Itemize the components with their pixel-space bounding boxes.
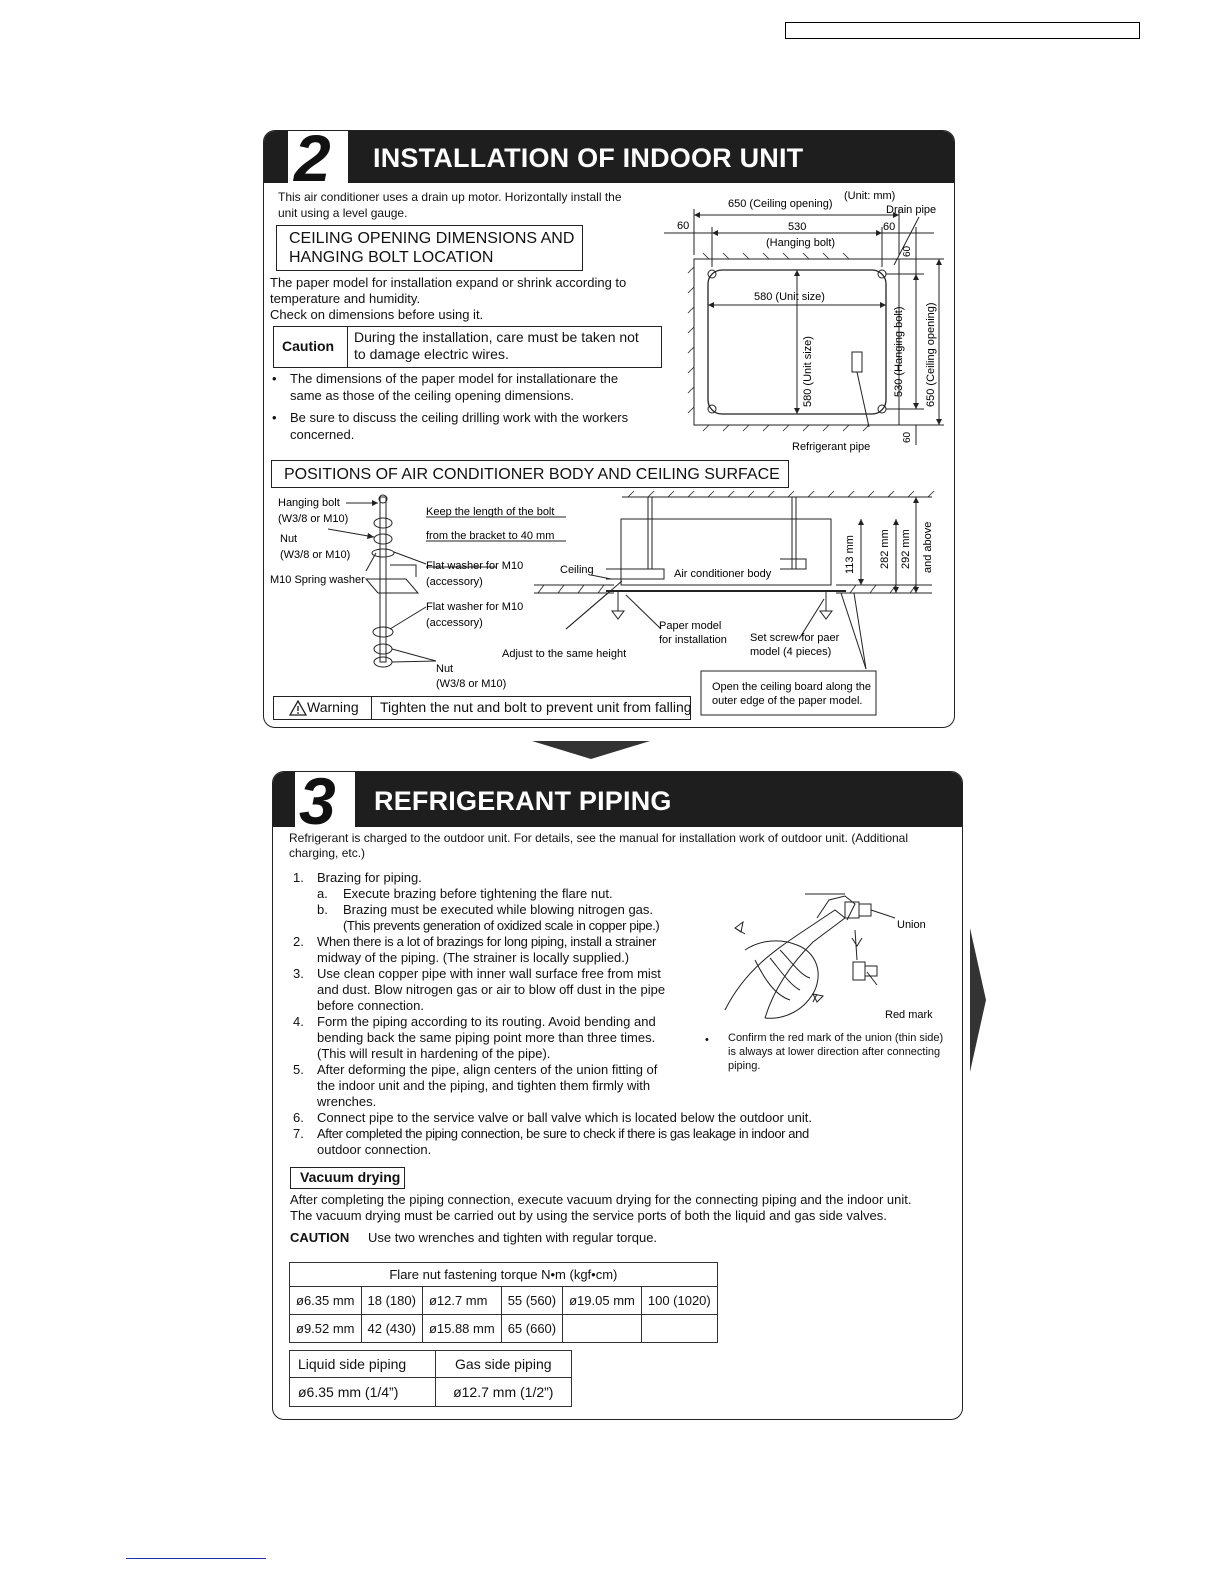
unit-size-h-label: 580 (Unit size) — [754, 291, 825, 303]
bullet-2-line-1: Be sure to discuss the ceiling drilling work with the workers — [290, 410, 629, 425]
unit-size-v-label: 580 (Unit size) — [802, 336, 814, 407]
step-text: bending back the same piping point more than three times. — [317, 1030, 656, 1045]
ceiling-opening-top-label: 650 (Ceiling opening) — [728, 198, 833, 210]
vacuum-drying-label: Vacuum drying — [300, 1169, 401, 1185]
next-page-arrow-icon — [968, 928, 988, 1072]
dim-282-label: 282 mm — [879, 529, 891, 569]
caution-label: CAUTION — [290, 1230, 350, 1245]
bullet-1-line-1: The dimensions of the paper model for installationare the — [290, 371, 619, 386]
table-cell: 42 (430) — [361, 1315, 422, 1343]
table-row — [290, 1378, 572, 1407]
keep-length-label-2: from the bracket to 40 mm — [426, 530, 555, 542]
step-text: When there is a lot of brazings for long piping, install a strainer — [317, 934, 657, 949]
hanging-bolt-label-1: Hanging bolt — [278, 497, 340, 509]
table-cell — [641, 1315, 717, 1343]
caution-text-1: During the installation, care must be taken not — [354, 329, 639, 345]
dim-60-top-v: 60 — [902, 245, 913, 257]
table-cell: ø9.52 mm — [290, 1315, 362, 1343]
positions-title: POSITIONS OF AIR CONDITIONER BODY AND CEILING SURFACE — [284, 466, 780, 483]
ceiling-opening-title-2: HANGING BOLT LOCATION — [289, 249, 494, 266]
vacuum-text-1: After completing the piping connection, execute vacuum drying for the connecting piping and the indoor unit. — [290, 1192, 912, 1207]
step-number: b. — [317, 902, 328, 917]
step-text: wrenches. — [317, 1094, 377, 1109]
warning-text: Tighten the nut and bolt to prevent unit from falling — [380, 699, 692, 715]
section-number: 2 — [294, 130, 331, 195]
ceiling-opening-box — [276, 225, 583, 271]
step-text: After deforming the pipe, align centers of the union fitting of — [317, 1062, 658, 1077]
section-refrigerant-panel — [272, 771, 963, 1420]
nut1-label-2: (W3/8 or M10) — [280, 549, 351, 561]
union-note-bullet: • — [705, 1034, 709, 1046]
union-note-line-2: is always at lower direction after connecting — [728, 1046, 941, 1058]
drain-pipe-label: Drain pipe — [886, 204, 937, 216]
torque-table — [289, 1262, 718, 1343]
bullet-dot-1: • — [272, 371, 277, 386]
table-cell: ø15.88 mm — [422, 1315, 501, 1343]
table-row — [290, 1315, 718, 1343]
set-screw-label-1: Set screw for paer — [750, 632, 840, 644]
table-header-cell: Gas side piping — [435, 1351, 571, 1378]
vacuum-text-2: The vacuum drying must be carried out by using the service ports of both the liquid and gas side valves. — [290, 1208, 887, 1223]
dim-60-left: 60 — [677, 220, 690, 232]
set-screw-label-2: model (4 pieces) — [750, 646, 832, 658]
step-text: the indoor unit and the piping, and tighten them firmly with — [317, 1078, 651, 1093]
pipe-size-table — [289, 1350, 572, 1407]
spring-washer-label: M10 Spring washer — [270, 574, 365, 586]
dim-530-top: 530 — [788, 221, 807, 233]
step-text: After completed the piping connection, be sure to check if there is gas leakage in indoor and — [317, 1126, 809, 1141]
step-text: Connect pipe to the service valve or ball valve which is located below the outdoor unit. — [317, 1110, 813, 1125]
step-text: outdoor connection. — [317, 1142, 432, 1157]
union-label: Union — [897, 919, 926, 931]
ac-body-label: Air conditioner body — [674, 568, 772, 580]
table-row — [290, 1287, 718, 1315]
dim-60-right: 60 — [883, 221, 896, 233]
step-number: 7. — [293, 1126, 304, 1141]
refrigerant-pipe-label: Refrigerant pipe — [792, 441, 871, 453]
table-cell: ø19.05 mm — [563, 1287, 642, 1315]
ceiling-opening-title-1: CEILING OPENING DIMENSIONS AND — [289, 230, 575, 247]
hanging-bolt-top-label: (Hanging bolt) — [766, 237, 836, 249]
table-cell — [563, 1315, 642, 1343]
table-cell: ø12.7 mm — [422, 1287, 501, 1315]
flat-washer2-label-1: Flat washer for M10 — [426, 601, 524, 613]
flat-washer1-label-2: (accessory) — [426, 576, 483, 588]
flat-washer2-label-2: (accessory) — [426, 617, 483, 629]
dim-292-label: 292 mm — [900, 529, 912, 569]
down-arrow-icon — [532, 739, 650, 761]
table-cell: 65 (660) — [501, 1315, 562, 1343]
step-number: 5. — [293, 1062, 304, 1077]
section-number: 3 — [299, 771, 336, 838]
bullet-dot-2: • — [272, 410, 277, 425]
intro-line-1: This air conditioner uses a drain up motor. Horizontally install the — [278, 190, 622, 204]
step-number: a. — [317, 886, 328, 901]
flat-washer1-label-1: Flat washer for M10 — [426, 560, 524, 572]
step-text: midway of the piping. (The strainer is locally supplied.) — [317, 950, 630, 965]
step-text: Use clean copper pipe with inner wall surface free from mist — [317, 966, 661, 981]
warning-divider — [371, 697, 372, 719]
table-header-row — [290, 1351, 572, 1378]
intro-line-2: charging, etc.) — [289, 846, 366, 860]
section-header-bar — [264, 130, 954, 195]
adjust-label: Adjust to the same height — [502, 648, 627, 660]
step-number: 2. — [293, 934, 304, 949]
step-text: (This prevents generation of oxidized scale in copper pipe.) — [343, 918, 660, 933]
open-board-label-2: outer edge of the paper model. — [712, 695, 863, 707]
section-title: INSTALLATION OF INDOOR UNIT — [373, 143, 804, 173]
table-cell: ø6.35 mm — [290, 1287, 362, 1315]
caution-label: Caution — [282, 338, 335, 354]
table-cell: 100 (1020) — [641, 1287, 717, 1315]
caution-text: Use two wrenches and tighten with regular torque. — [368, 1230, 658, 1245]
ceiling-label: Ceiling — [560, 564, 594, 576]
keep-length-label-1: Keep the length of the bolt — [426, 506, 555, 518]
nut1-label-1: Nut — [280, 533, 298, 545]
paper-model-line-3: Check on dimensions before using it. — [270, 307, 484, 322]
step-text: Brazing for piping. — [317, 870, 422, 885]
paper-model-label-2: for installation — [659, 634, 727, 646]
dim-60-bottom-v: 60 — [902, 431, 913, 443]
paper-model-line-2: temperature and humidity. — [270, 291, 421, 306]
caution-box — [273, 326, 662, 368]
nut2-label-1: Nut — [436, 663, 454, 675]
union-note-line-1: Confirm the red mark of the union (thin side) — [728, 1032, 944, 1044]
section-title: REFRIGERANT PIPING — [374, 786, 672, 816]
footer-link-line — [126, 1558, 266, 1559]
open-board-label-1: Open the ceiling board along the — [712, 681, 872, 693]
bullet-1-line-2: same as those of the ceiling opening dimensions. — [290, 388, 575, 403]
caution-text-2: to damage electric wires. — [354, 346, 509, 362]
step-number: 4. — [293, 1014, 304, 1029]
step-text: Execute brazing before tightening the flare nut. — [343, 886, 613, 901]
step-text: Brazing must be executed while blowing nitrogen gas. — [343, 902, 654, 917]
step-text: before connection. — [317, 998, 424, 1013]
and-above-label: and above — [922, 521, 934, 573]
step-text: (This will result in hardening of the pipe). — [317, 1046, 551, 1061]
table-header-cell: Liquid side piping — [290, 1351, 436, 1378]
warning-label: Warning — [307, 699, 359, 715]
vacuum-drying-box — [290, 1167, 405, 1189]
dim-113-label: 113 mm — [844, 535, 856, 574]
warning-triangle-icon — [289, 700, 307, 716]
step-text: and dust. Blow nitrogen gas or air to blow off dust in the pipe — [317, 982, 666, 997]
bolt-assembly-diagram — [266, 489, 952, 721]
red-mark-label: Red mark — [885, 1009, 933, 1021]
table-cell: 55 (560) — [501, 1287, 562, 1315]
positions-box — [271, 460, 789, 488]
step-number: 1. — [293, 870, 304, 885]
table-header-row — [290, 1263, 718, 1287]
union-note-line-3: piping. — [728, 1060, 761, 1072]
table-cell: 18 (180) — [361, 1287, 422, 1315]
intro-line-1: Refrigerant is charged to the outdoor unit. For details, see the manual for installation work of outdoor unit. (Additional — [289, 831, 909, 845]
ceiling-opening-diagram — [654, 187, 952, 455]
hanging-bolt-v-label: 530 (Hanging bolt) — [893, 306, 905, 397]
header-box — [785, 22, 1140, 39]
step-number: 6. — [293, 1110, 304, 1125]
hanging-bolt-label-2: (W3/8 or M10) — [278, 513, 349, 525]
nut2-label-2: (W3/8 or M10) — [436, 678, 507, 690]
unit-label: (Unit: mm) — [844, 190, 896, 202]
torque-table-header: Flare nut fastening torque N•m (kgf•cm) — [290, 1263, 718, 1287]
paper-model-line-1: The paper model for installation expand or shrink according to — [270, 275, 627, 290]
step-number: 3. — [293, 966, 304, 981]
table-cell: ø12.7 mm (1/2”) — [435, 1378, 571, 1407]
table-cell: ø6.35 mm (1/4”) — [290, 1378, 436, 1407]
section-installation-panel — [263, 130, 955, 728]
warning-box — [273, 696, 691, 720]
intro-line-2: unit using a level gauge. — [278, 206, 408, 220]
paper-model-label-1: Paper model — [659, 620, 722, 632]
step-text: Form the piping according to its routing. Avoid bending and — [317, 1014, 656, 1029]
bullet-2-line-2: concerned. — [290, 427, 355, 442]
caution-divider — [347, 327, 348, 367]
ceiling-opening-v-label: 650 (Ceiling opening) — [925, 302, 937, 407]
